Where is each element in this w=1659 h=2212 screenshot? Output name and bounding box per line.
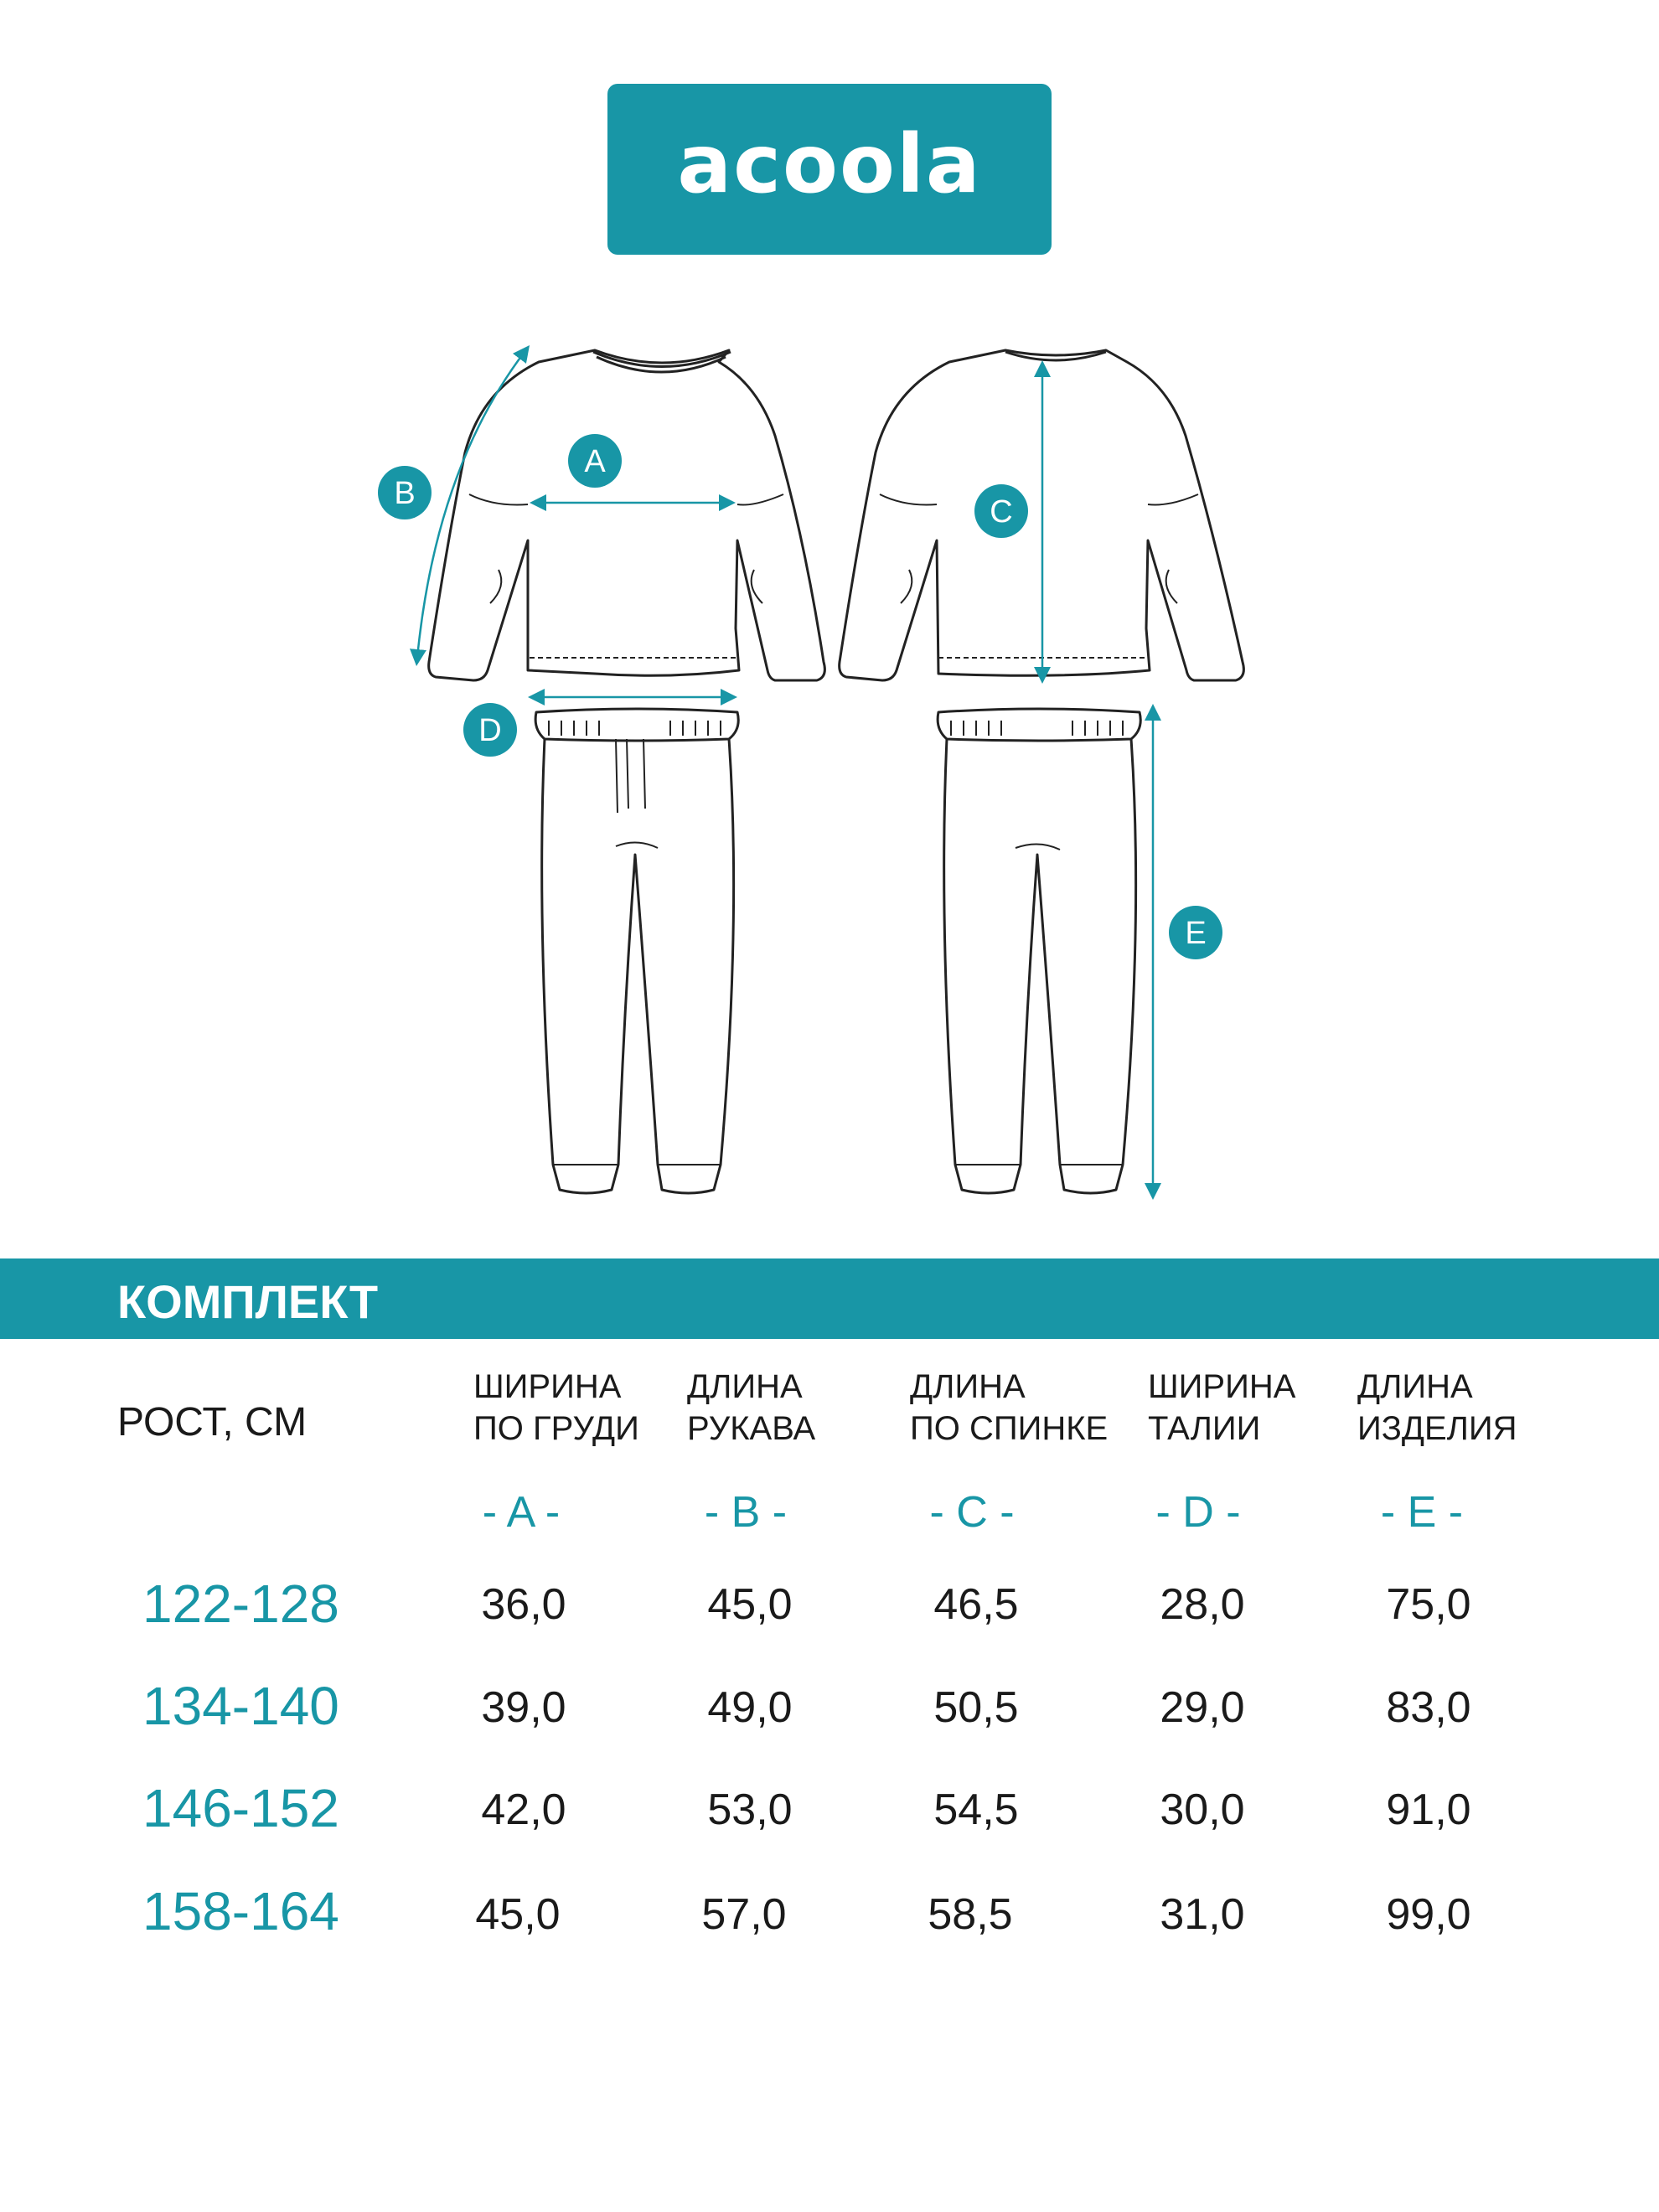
value-cell: 45,0	[475, 1890, 561, 1939]
measurement-lines	[417, 352, 1153, 1191]
value-cell: 53,0	[707, 1786, 793, 1834]
brand-logo	[607, 84, 1052, 255]
column-letter-a: - A -	[482, 1488, 561, 1537]
value-cell: 99,0	[1386, 1890, 1471, 1939]
row-header: РОСТ, СМ	[117, 1400, 308, 1445]
svg-text:E: E	[1185, 916, 1207, 951]
value-cell: 57,0	[701, 1890, 787, 1939]
value-cell: 45,0	[707, 1580, 793, 1629]
front-top-sketch	[429, 350, 825, 680]
value-cell: 39,0	[481, 1683, 566, 1732]
value-cell: 54,5	[933, 1786, 1019, 1834]
back-pants-sketch	[938, 709, 1140, 1193]
garment-diagram	[0, 318, 1659, 1223]
column-letter-b: - B -	[704, 1488, 788, 1537]
column-letter-c: - C -	[929, 1488, 1015, 1537]
column-header-d: ШИРИНА ТАЛИИ	[1148, 1368, 1296, 1447]
value-cell: 75,0	[1386, 1580, 1471, 1629]
value-cell: 46,5	[933, 1580, 1019, 1629]
badge-e	[1169, 906, 1222, 959]
value-cell: 31,0	[1160, 1890, 1245, 1939]
value-cell: 30,0	[1160, 1786, 1245, 1834]
column-header-b: ДЛИНА РУКАВА	[687, 1368, 816, 1447]
value-cell: 91,0	[1386, 1786, 1471, 1834]
column-header-c: ДЛИНА ПО СПИНКЕ	[910, 1368, 1109, 1447]
value-cell: 83,0	[1386, 1683, 1471, 1732]
value-cell: 36,0	[481, 1580, 566, 1629]
column-header-a: ШИРИНА ПО ГРУДИ	[473, 1368, 639, 1447]
section-title: КОМПЛЕКТ	[117, 1275, 379, 1328]
badge-d	[463, 703, 517, 757]
brand-logo-text: acoola	[677, 117, 982, 211]
size-cell: 146-152	[142, 1778, 339, 1838]
svg-text:C: C	[990, 494, 1013, 530]
value-cell: 28,0	[1160, 1580, 1245, 1629]
value-cell: 49,0	[707, 1683, 793, 1732]
value-cell: 29,0	[1160, 1683, 1245, 1732]
svg-text:A: A	[584, 444, 606, 479]
value-cell: 58,5	[928, 1890, 1013, 1939]
column-letter-e: - E -	[1380, 1488, 1464, 1537]
svg-text:D: D	[478, 713, 502, 748]
svg-text:B: B	[394, 476, 416, 511]
value-cell: 42,0	[481, 1786, 566, 1834]
size-cell: 122-128	[142, 1574, 339, 1634]
front-pants-sketch	[535, 709, 738, 1193]
section-band	[0, 1258, 1659, 1339]
badge-b	[378, 466, 432, 519]
column-header-e: ДЛИНА ИЗДЕЛИЯ	[1357, 1368, 1517, 1447]
column-letter-d: - D -	[1155, 1488, 1241, 1537]
badge-a	[568, 434, 622, 488]
value-cell: 50,5	[933, 1683, 1019, 1732]
size-cell: 158-164	[142, 1881, 339, 1941]
badge-c	[974, 484, 1028, 538]
size-cell: 134-140	[142, 1676, 339, 1736]
